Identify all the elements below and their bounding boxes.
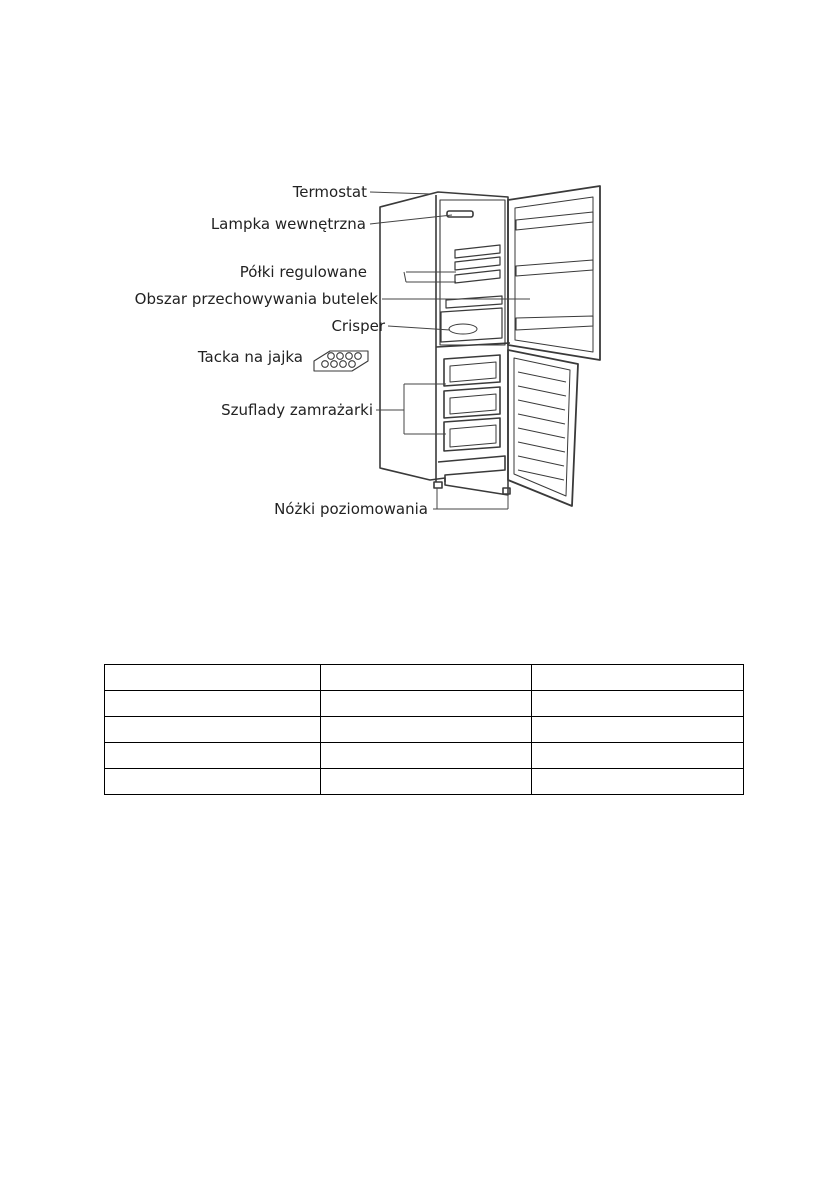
fridge-illustration: [314, 186, 600, 506]
shelf-3: [455, 270, 500, 283]
table-row: [105, 691, 744, 717]
freezer-drawer-3-front: [450, 425, 496, 447]
label-nozki-poziomowania: Nóżki poziomowania: [274, 500, 428, 518]
leveling-foot-left: [434, 482, 442, 488]
fridge-diagram: [0, 0, 839, 560]
label-termostat: Termostat: [292, 183, 367, 201]
spec-table: [104, 664, 744, 795]
door-shelf-1: [516, 212, 593, 230]
label-polki-regulowane: Półki regulowane: [239, 263, 367, 281]
table-cell: [105, 717, 321, 743]
freezer-door-ridges: [518, 372, 566, 480]
table-cell: [321, 717, 532, 743]
table-cell: [105, 743, 321, 769]
table-cell: [532, 769, 744, 795]
table-cell: [105, 769, 321, 795]
leader-termostat: [370, 192, 432, 194]
door-shelf-3: [516, 316, 593, 330]
table-cell: [532, 717, 744, 743]
table-cell: [321, 691, 532, 717]
table-row: [105, 665, 744, 691]
table-cell: [532, 743, 744, 769]
internal-lamp: [447, 211, 473, 217]
freezer-drawer-1-front: [450, 362, 496, 382]
table-cell: [532, 665, 744, 691]
table-row: [105, 717, 744, 743]
leader-polki: [404, 272, 456, 282]
table-row: [105, 769, 744, 795]
bottle-rack: [446, 296, 502, 308]
table-cell: [321, 743, 532, 769]
table-cell: [105, 691, 321, 717]
table-cell: [321, 665, 532, 691]
freezer-drawer-2-front: [450, 394, 496, 414]
freezer-drawer-3: [444, 418, 500, 451]
table-cell: [321, 769, 532, 795]
crisper-content: [449, 324, 477, 334]
table-cell: [532, 691, 744, 717]
fridge-door-inner: [515, 197, 593, 352]
table-cell: [105, 665, 321, 691]
shelf-1: [455, 245, 500, 258]
label-tacka-na-jajka: Tacka na jajka: [197, 348, 303, 366]
table-row: [105, 743, 744, 769]
label-lampka-wewnetrzna: Lampka wewnętrzna: [210, 215, 366, 233]
label-obszar-butelek: Obszar przechowywania butelek: [134, 290, 378, 308]
door-shelf-2: [516, 260, 593, 276]
label-crisper: Crisper: [331, 317, 385, 335]
egg-tray: [314, 351, 368, 371]
shelf-2: [455, 257, 500, 270]
label-szuflady-zamrazarki: Szuflady zamrażarki: [221, 401, 373, 419]
leveling-foot-right: [503, 488, 510, 494]
plinth: [438, 456, 505, 482]
